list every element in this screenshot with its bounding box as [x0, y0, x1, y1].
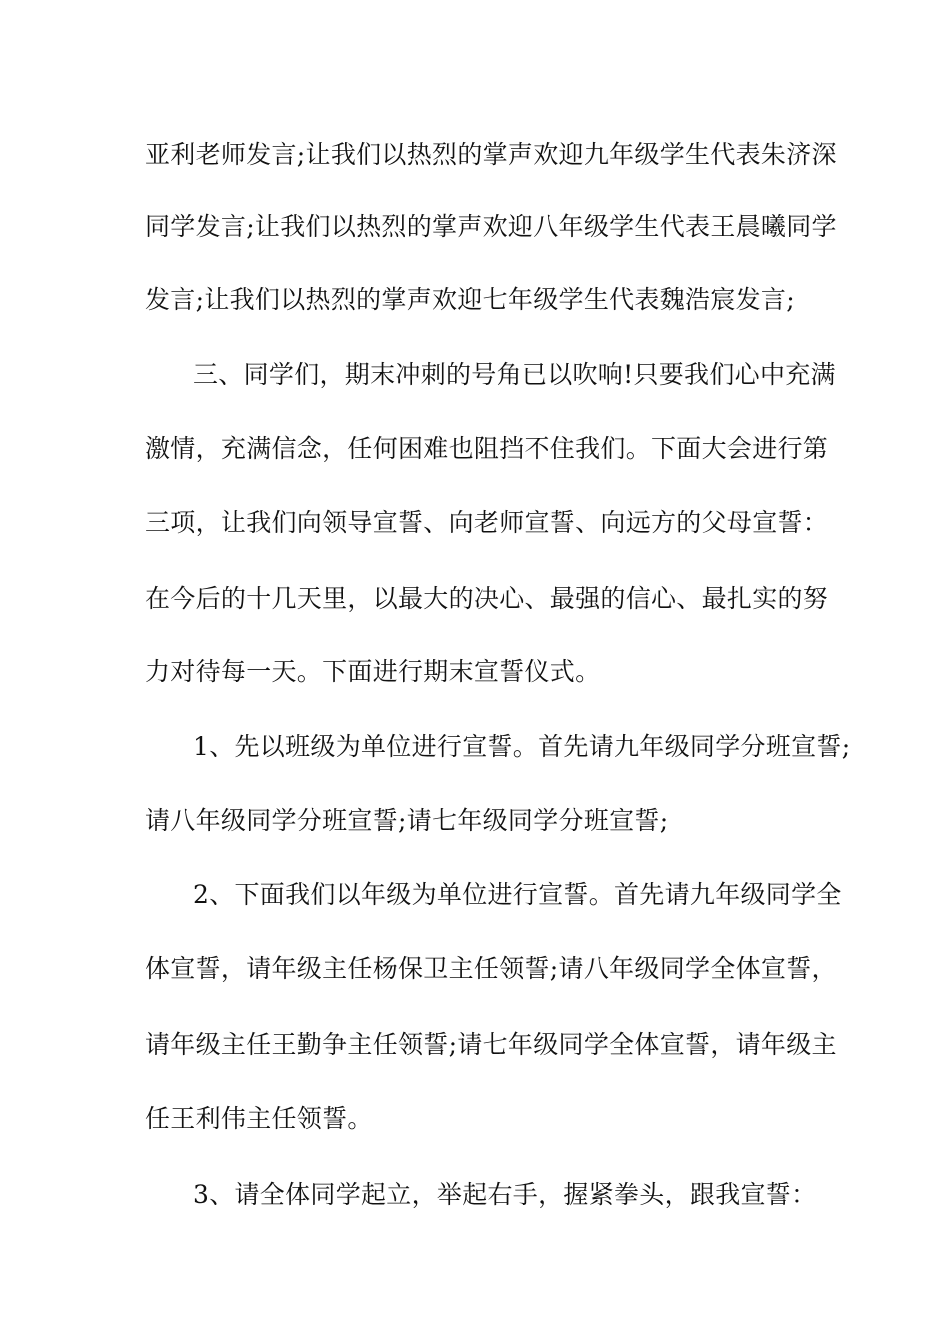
text-line-8: 力对待每一天。下面进行期末宣誓仪式。 — [145, 657, 601, 686]
text-line-3: 发言;让我们以热烈的掌声欢迎七年级学生代表魏浩宸发言; — [145, 285, 795, 314]
text-line-1: 亚利老师发言;让我们以热烈的掌声欢迎九年级学生代表朱济深 — [145, 140, 837, 169]
item-1-start: 1、先以班级为单位进行宣誓。首先请九年级同学分班宣誓; — [193, 732, 851, 761]
text-line-14: 任王利伟主任领誓。 — [145, 1104, 373, 1133]
text-line-7: 在今后的十几天里，以最大的决心、最强的信心、最扎实的努 — [145, 584, 829, 613]
text-line-10: 请八年级同学分班宣誓;请七年级同学分班宣誓; — [145, 806, 669, 835]
text-line-5: 激情，充满信念，任何困难也阻挡不住我们。下面大会进行第 — [145, 434, 829, 463]
paragraph-3-start: 三、同学们，期末冲刺的号角已以吹响!只要我们心中充满 — [193, 360, 836, 389]
item-2-start: 2、下面我们以年级为单位进行宣誓。首先请九年级同学全 — [193, 880, 842, 909]
text-line-13: 请年级主任王勤争主任领誓;请七年级同学全体宣誓，请年级主 — [145, 1030, 837, 1059]
text-line-6: 三项，让我们向领导宣誓、向老师宣誓、向远方的父母宣誓： — [145, 508, 829, 537]
item-3-start: 3、请全体同学起立，举起右手，握紧拳头，跟我宣誓： — [193, 1180, 817, 1209]
text-line-12: 体宣誓，请年级主任杨保卫主任领誓;请八年级同学全体宣誓， — [145, 954, 837, 983]
text-line-2: 同学发言;让我们以热烈的掌声欢迎八年级学生代表王晨曦同学 — [145, 212, 837, 241]
